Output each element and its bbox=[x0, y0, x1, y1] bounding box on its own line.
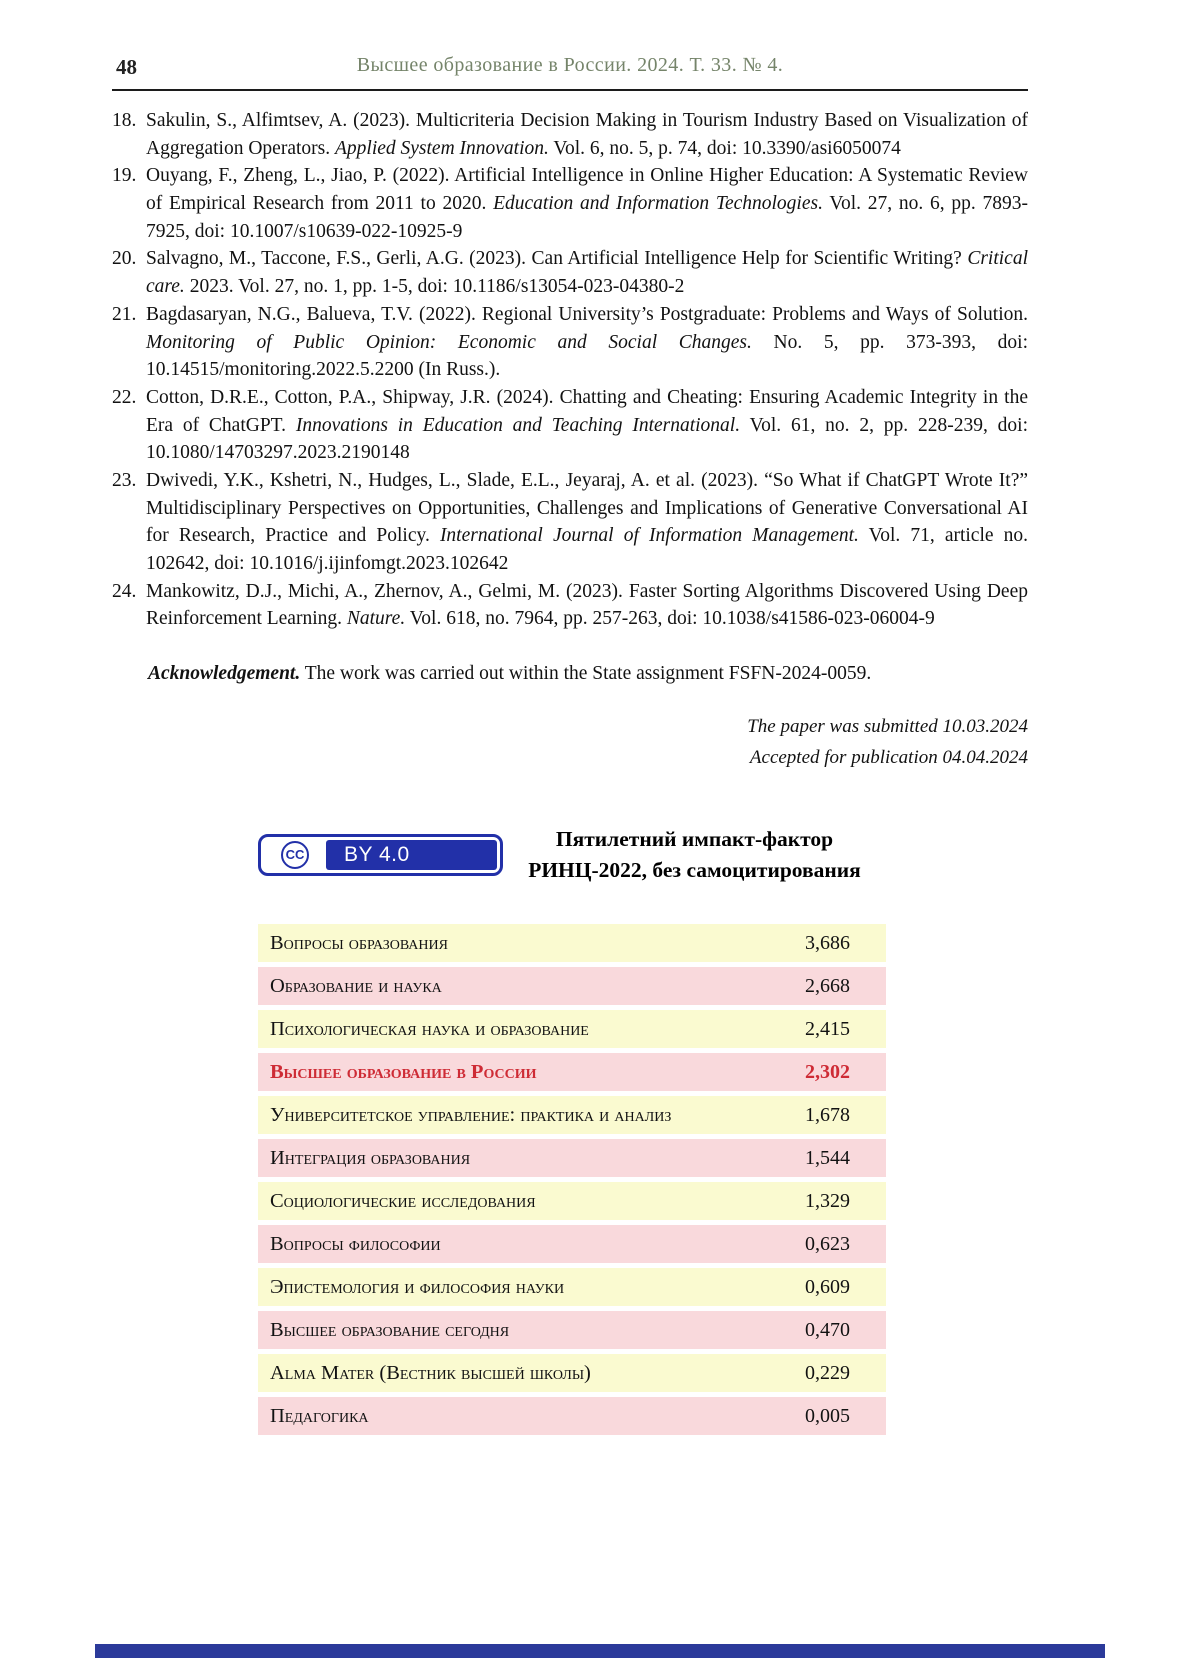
reference-text: No. 5, pp. 373-393, doi: 10.14515/monitoring.2022.5.2200 (In Russ.). bbox=[146, 331, 1028, 381]
reference-item bbox=[112, 384, 1028, 467]
impact-value: 2,415 bbox=[805, 1017, 850, 1040]
reference-text: Bagdasaryan, N.G., Balueva, T.V. (2022). Regional University’s Postgraduate: Problems and Ways of Solution. bbox=[146, 303, 1028, 325]
impact-value: 0,005 bbox=[805, 1404, 850, 1427]
reference-journal-name: Applied System Innovation. bbox=[334, 137, 549, 159]
impact-value: 1,329 bbox=[805, 1189, 850, 1212]
reference-text: Vol. 6, no. 5, p. 74, doi: 10.3390/asi6050074 bbox=[548, 137, 901, 159]
impact-table-row bbox=[258, 1268, 886, 1306]
journal-name: Вопросы образования bbox=[270, 931, 448, 954]
page-header bbox=[112, 54, 1028, 89]
reference-text: Cotton, D.R.E., Cotton, P.A., Shipway, J.R. (2024). Chatting and Cheating: Ensuring Academic Integrity in the Era of ChatGPT. bbox=[146, 386, 1028, 436]
reference-number: 22. bbox=[112, 386, 137, 408]
cc-icon-wrap bbox=[264, 840, 326, 870]
reference-item bbox=[112, 467, 1028, 578]
reference-number: 18. bbox=[112, 110, 137, 131]
reference-text: Vol. 61, no. 2, pp. 228-239, doi: 10.1080/14703297.2023.2190148 bbox=[146, 414, 1028, 464]
impact-value: 0,609 bbox=[805, 1275, 850, 1298]
header-rule bbox=[112, 89, 1028, 91]
reference-text: Salvagno, M., Taccone, F.S., Gerli, A.G. (2023). Can Artificial Intelligence Help for Scientific Writing? bbox=[146, 248, 968, 270]
reference-text: Ouyang, F., Zheng, L., Jiao, P. (2022). Artificial Intelligence in Online Higher Education: A Systematic Review of Empirical Research from 2011 to 2020. bbox=[146, 165, 1028, 215]
cc-by-license-badge[interactable] bbox=[258, 834, 503, 876]
journal-name: Социологические исследования bbox=[270, 1189, 536, 1212]
impact-table-row bbox=[258, 924, 886, 962]
reference-text: Sakulin, S., Alfimtsev, A. (2023). Multicriteria Decision Making in Tourism Industry Based on Visualization of Aggregation Operators. bbox=[146, 110, 1028, 159]
journal-name: Высшее образование сегодня bbox=[270, 1318, 510, 1341]
reference-item bbox=[112, 301, 1028, 384]
reference-journal-name: Nature. bbox=[346, 608, 406, 630]
reference-journal-name: Critical care. bbox=[146, 248, 1028, 298]
accepted-date: Accepted for publication 04.04.2024 bbox=[749, 747, 1028, 769]
impact-value: 1,544 bbox=[805, 1146, 850, 1169]
footer-bar bbox=[95, 1644, 1105, 1658]
acknowledgement bbox=[112, 663, 1028, 685]
impact-title-line1: Пятилетний импакт-фактор bbox=[555, 826, 834, 851]
impact-value: 3,686 bbox=[805, 931, 850, 954]
reference-journal-name: International Journal of Information Management. bbox=[439, 525, 859, 547]
impact-value: 2,668 bbox=[805, 974, 850, 997]
reference-item bbox=[112, 107, 1028, 162]
impact-table-row bbox=[258, 1053, 886, 1091]
journal-name: Alma Mater (Вестник высшей школы) bbox=[270, 1361, 591, 1384]
reference-journal-name: Innovations in Education and Teaching International. bbox=[295, 414, 741, 436]
impact-value: 0,229 bbox=[805, 1361, 850, 1384]
journal-name: Университетское управление: практика и анализ bbox=[270, 1103, 672, 1126]
page-number: 48 bbox=[116, 55, 137, 79]
reference-number: 20. bbox=[112, 248, 137, 270]
impact-title-line2: РИНЦ-2022, без самоцитирования bbox=[528, 857, 861, 882]
cc-by-label: BY 4.0 bbox=[326, 840, 497, 870]
journal-name: Интеграция образования bbox=[270, 1146, 471, 1169]
impact-factor-title bbox=[503, 824, 886, 886]
impact-table-row bbox=[258, 967, 886, 1005]
references-list bbox=[112, 107, 1028, 633]
impact-table-row bbox=[258, 1010, 886, 1048]
impact-factor-section bbox=[258, 824, 886, 1435]
journal-name: Психологическая наука и образование bbox=[270, 1017, 589, 1040]
reference-item bbox=[112, 578, 1028, 633]
impact-table-row bbox=[258, 1182, 886, 1220]
cc-icon: CC bbox=[281, 841, 309, 869]
journal-name: Образование и наука bbox=[270, 974, 442, 997]
reference-number: 23. bbox=[112, 469, 137, 491]
reference-journal-name: Monitoring of Public Opinion: Economic and Social Changes. bbox=[146, 331, 752, 353]
journal-name: Вопросы философии bbox=[270, 1232, 441, 1255]
reference-item bbox=[112, 162, 1028, 245]
acknowledgement-text: The work was carried out within the State assignment FSFN-2024-0059. bbox=[300, 663, 872, 685]
journal-header-title: Высшее образование в России. 2024. Т. 33. № 4. bbox=[356, 54, 784, 76]
journal-name: Педагогика bbox=[270, 1404, 369, 1427]
reference-number: 24. bbox=[112, 580, 137, 602]
reference-text: Vol. 27, no. 6, pp. 7893-7925, doi: 10.1007/s10639-022-10925-9 bbox=[146, 193, 1028, 242]
impact-table-row bbox=[258, 1139, 886, 1177]
impact-table-row bbox=[258, 1354, 886, 1392]
submitted-date: The paper was submitted 10.03.2024 bbox=[747, 716, 1028, 738]
reference-number: 21. bbox=[112, 303, 137, 325]
journal-name: Эпистемология и философия науки bbox=[270, 1275, 565, 1298]
reference-text: 2023. Vol. 27, no. 1, pp. 1-5, doi: 10.1186/s13054-023-04380-2 bbox=[184, 276, 685, 298]
reference-text: Dwivedi, Y.K., Kshetri, N., Hudges, L., Slade, E.L., Jeyaraj, A. et al. (2023). “So What if ChatGPT Wrote It?” Multidisciplinary Perspectives on Opportunities, Challenges and Implications of Generative Conversational AI for Research, Practice and Policy. bbox=[146, 469, 1028, 547]
impact-factor-header bbox=[258, 824, 886, 886]
reference-item bbox=[112, 245, 1028, 300]
reference-journal-name: Education and Information Technologies. bbox=[493, 193, 823, 215]
impact-value: 1,678 bbox=[805, 1103, 850, 1126]
impact-table-row bbox=[258, 1311, 886, 1349]
impact-value: 2,302 bbox=[805, 1060, 850, 1083]
impact-table-row bbox=[258, 1225, 886, 1263]
reference-number: 19. bbox=[112, 165, 137, 187]
acknowledgement-label: Acknowledgement. bbox=[148, 663, 301, 685]
impact-value: 0,470 bbox=[805, 1318, 850, 1341]
impact-value: 0,623 bbox=[805, 1232, 850, 1255]
reference-text: Vol. 71, article no. 102642, doi: 10.1016/j.ijinfomgt.2023.102642 bbox=[146, 525, 1028, 574]
impact-table-row bbox=[258, 1096, 886, 1134]
impact-factor-table bbox=[258, 924, 886, 1435]
reference-text: Mankowitz, D.J., Michi, A., Zhernov, A., Gelmi, M. (2023). Faster Sorting Algorithms Discovered Using Deep Reinforcement Learning. bbox=[146, 580, 1028, 630]
submission-info bbox=[112, 711, 1028, 774]
journal-name: Высшее образование в России bbox=[270, 1060, 537, 1083]
reference-text: Vol. 618, no. 7964, pp. 257-263, doi: 10.1038/s41586-023-06004-9 bbox=[405, 608, 935, 630]
impact-table-row bbox=[258, 1397, 886, 1435]
